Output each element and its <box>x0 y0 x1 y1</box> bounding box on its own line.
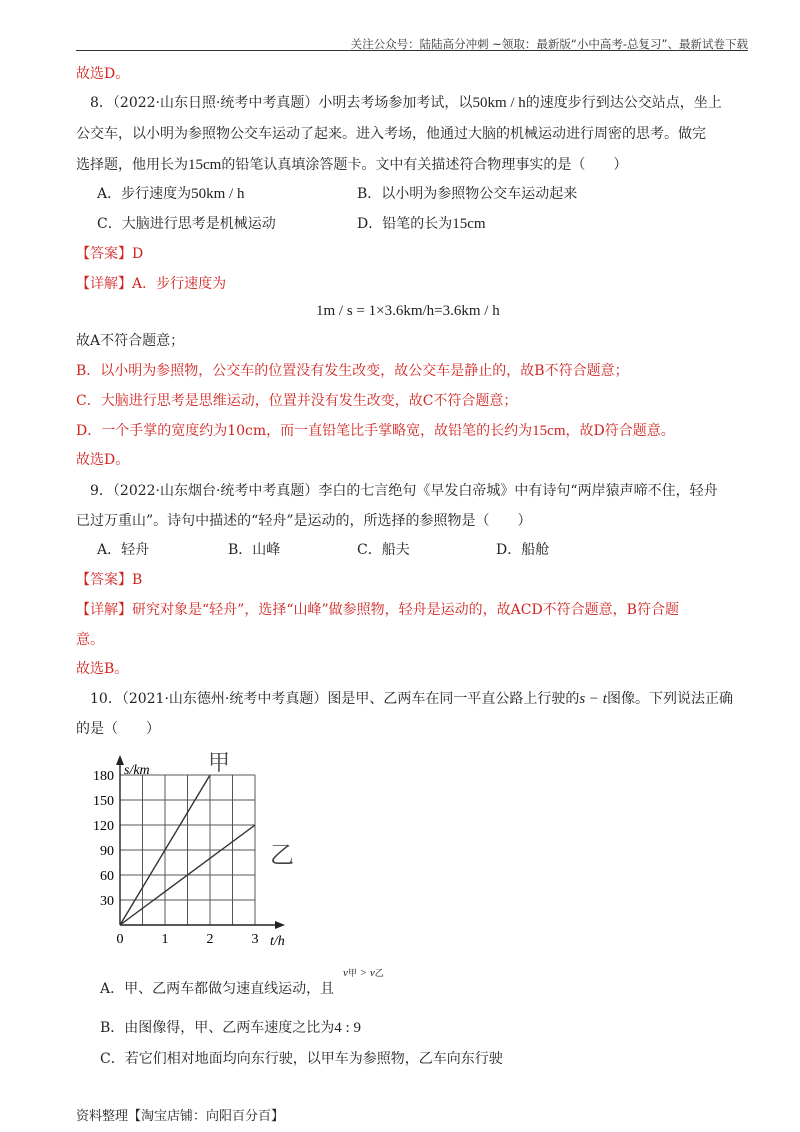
q8-explain-2: 故A不符合题意； <box>76 333 185 349</box>
series-label-jia: 甲 <box>208 750 231 775</box>
x-axis-label: t/h <box>270 934 285 949</box>
q8-formula: 1m / s = 1×3.6km/h=3.6km / h <box>316 303 500 319</box>
y-tick-label: 180 <box>93 769 114 784</box>
chart-ticks <box>93 769 259 947</box>
q8-stem-line2: 公交车，以小明为参照物公交车运动了起来。进入考场，他通过大脑的机械运动进行周密的思考。做完 <box>76 126 706 142</box>
q9-stem-line1: 9．（2022·山东烟台·统考中考真题）李白的七言绝句《早发白帝城》中有诗句“两岸猿声啼不住，轻舟 <box>90 483 718 499</box>
q8-answer: 【答案】D <box>76 246 144 262</box>
page-header: 关注公众号：陆陆高分冲刺 ~领取：最新版“小中高考-总复习”、最新试卷下载 <box>350 37 748 51</box>
q10-option-a: A．甲、乙两车都做匀速直线运动，且 <box>100 981 335 997</box>
x-axis-arrow <box>275 921 285 929</box>
prev-selection: 故选D。 <box>76 66 130 82</box>
y-tick-label: 60 <box>100 869 114 884</box>
q9-explain-2: 意。 <box>76 632 104 648</box>
y-tick-label: 120 <box>93 819 114 834</box>
q8-option-d: D．铅笔的长为15cm <box>357 216 486 232</box>
q10-option-a-formula: v甲 > v乙 <box>343 967 384 979</box>
q10-stem-line2: 的是（ ） <box>76 721 160 737</box>
q8-stem-line1: 8．（2022·山东日照·统考中考真题）小明去考场参加考试，以50km / h的速度步行到达公交站点，坐上 <box>90 95 722 111</box>
y-tick-label: 90 <box>100 844 114 859</box>
q10-stem-line1: 10．（2021·山东德州·统考中考真题）图是甲、乙两车在同一平直公路上行驶的s − t图像。下列说法正确 <box>90 691 733 707</box>
x-tick-label: 3 <box>251 932 259 947</box>
q9-answer: 【答案】B <box>76 572 143 588</box>
q9-selection: 故选B。 <box>76 661 129 677</box>
q9-option-c: C．船夫 <box>357 542 410 558</box>
q8-speed: 50km / h <box>472 95 526 111</box>
q8-explain-4: C．大脑进行思考是思维运动，位置并没有发生改变，故C不符合题意； <box>76 393 518 409</box>
y-axis-arrow <box>116 755 124 765</box>
y-axis-label: s/km <box>124 763 150 778</box>
q8-option-a: A．步行速度为50km / h <box>97 186 245 202</box>
q8-selection: 故选D。 <box>76 452 130 468</box>
q8-explain-1: 【详解】A．步行速度为 <box>76 276 227 292</box>
chart-axes <box>116 755 285 929</box>
q8-option-b: B．以小明为参照物公交车运动起来 <box>357 186 578 202</box>
q9-option-a: A．轻舟 <box>97 542 150 558</box>
x-tick-label: 0 <box>116 932 124 947</box>
q9-stem-line2: 已过万重山”。诗句中描述的“轻舟”是运动的，所选择的参照物是（ ） <box>76 513 532 529</box>
series-label-yi: 乙 <box>270 843 294 869</box>
y-tick-label: 150 <box>93 794 114 809</box>
y-tick-label: 30 <box>100 894 114 909</box>
q9-option-d: D．船舱 <box>496 542 550 558</box>
q8-explain-5: D．一个手掌的宽度约为10cm，而一直铅笔比手掌略宽，故铅笔的长约为15cm，故D符合题意。 <box>76 423 675 439</box>
x-tick-label: 1 <box>161 932 169 947</box>
page-footer: 资料整理【淘宝店铺：向阳百分百】 <box>76 1109 285 1124</box>
q10-option-b: B．由图像得，甲、乙两车速度之比为4 : 9 <box>100 1020 361 1036</box>
x-tick-label: 2 <box>206 932 214 947</box>
q9-option-b: B．山峰 <box>228 542 281 558</box>
chart-grid <box>120 775 255 925</box>
header-divider <box>76 50 748 51</box>
s-t-graph <box>80 745 320 960</box>
q8-stem-line3: 选择题，他用长为15cm的铅笔认真填涂答题卡。文中有关描述符合物理事实的是（ ） <box>76 157 628 173</box>
q9-explain-1: 【详解】研究对象是“轻舟”，选择“山峰”做参照物，轻舟是运动的，故ACD不符合题意，B符合题 <box>76 602 679 618</box>
q10-option-c: C．若它们相对地面均向东行驶，以甲车为参照物，乙车向东行驶 <box>100 1051 503 1067</box>
q10-st-symbol: s − t <box>579 691 607 707</box>
q8-length: 15cm <box>188 157 222 173</box>
q8-option-c: C．大脑进行思考是机械运动 <box>97 216 276 232</box>
q8-explain-3: B．以小明为参照物，公交车的位置没有发生改变，故公交车是静止的，故B不符合题意； <box>76 363 629 379</box>
